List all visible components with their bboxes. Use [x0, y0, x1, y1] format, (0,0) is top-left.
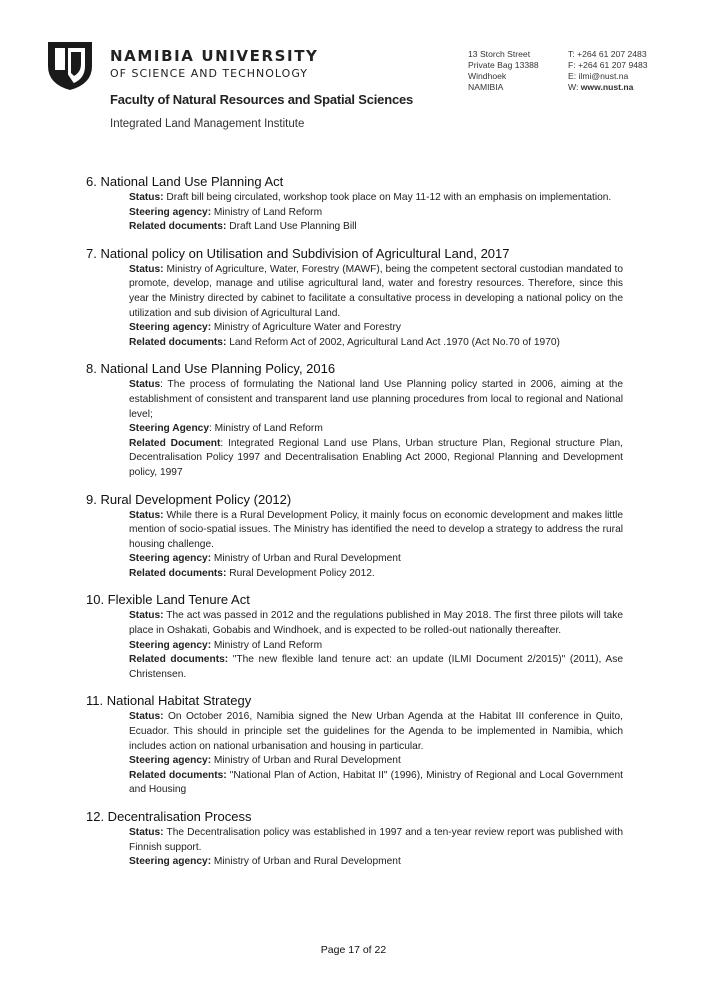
policy-section	[86, 173, 623, 235]
field-value: Ministry of Land Reform	[211, 206, 323, 218]
field-label: Steering agency:	[129, 856, 212, 868]
field-label: Steering agency:	[129, 553, 212, 565]
field-label: Related documents:	[129, 221, 227, 233]
field-label: Status:	[129, 610, 164, 622]
section-field	[129, 437, 623, 481]
postal-address	[468, 49, 539, 93]
field-value: : Ministry of Land Reform	[209, 423, 323, 435]
section-field	[129, 855, 623, 870]
fax-number: F: +264 61 207 9483	[568, 60, 648, 70]
field-value: Draft Land Use Planning Bill	[226, 221, 357, 233]
section-heading: 6. National Land Use Planning Act	[86, 174, 284, 189]
section-field	[129, 710, 623, 754]
field-value: : Integrated Regional Land use Plans, Urban structure Plan, Regional structure Plan, Decentralisation Policy 1997 and Decentralisation Enabling Act 2000, Regional Planning and Development policy, 1997	[129, 437, 623, 478]
university-subtitle: OF SCIENCE AND TECHNOLOGY	[110, 67, 309, 80]
website-link[interactable]: www.nust.na	[580, 82, 634, 92]
email-address: E: ilmi@nust.na	[568, 71, 629, 81]
section-field	[129, 552, 623, 567]
section-heading: 10. Flexible Land Tenure Act	[86, 592, 250, 608]
field-label: Steering agency:	[129, 639, 212, 651]
field-label: Status	[129, 379, 161, 391]
section-field	[129, 336, 623, 351]
faculty-name: Faculty of Natural Resources and Spatial Sciences	[110, 92, 414, 107]
address-line: NAMIBIA	[468, 82, 504, 92]
website-prefix: W:	[568, 82, 581, 92]
field-value: Ministry of Land Reform	[211, 639, 323, 651]
field-value: Ministry of Agriculture, Water, Forestry (MAWF), being the competent sectoral custodian mandated to promote, develop, manage and utilise agricultural land, water and forestry resources. Therefore, since this year the Ministry directed by cabinet to facilitate a consultative process in developing a national policy on the utilization and sub division of Agricultural Land.	[129, 263, 623, 319]
field-label: Related Document	[129, 437, 221, 449]
policy-section	[86, 245, 623, 351]
field-value: The act was passed in 2012 and the regulations published in May 2018. The first three pilots will take place in Oshakati, Gobabis and Windhoek, and is expected to be rolled-out nationally thereafter.	[129, 610, 623, 637]
field-label: Status:	[129, 192, 164, 203]
policy-section	[86, 692, 623, 798]
field-value: Ministry of Urban and Rural Development	[211, 856, 401, 868]
field-value: : The process of formulating the National land Use Planning policy started in 2006, aiming at the establishment of consistent and transparent land use planning procedures from local to regional and National level;	[129, 379, 623, 420]
address-line: Private Bag 13388	[468, 60, 539, 70]
field-value: Ministry of Urban and Rural Development	[211, 755, 401, 767]
field-value: While there is a Rural Development Policy, it mainly focus on economic development and makes little mention of socio-spatial issues. The Ministry has identified the need to develop a strategy to address the rural housing challenge.	[129, 509, 623, 550]
section-field	[129, 653, 623, 682]
policy-section	[86, 491, 623, 582]
section-heading: 11. National Habitat Strategy	[86, 693, 252, 709]
document-body	[86, 173, 623, 880]
field-label: Related documents:	[129, 567, 227, 579]
field-label: Steering agency:	[129, 755, 212, 767]
field-value: Rural Development Policy 2012.	[226, 567, 375, 579]
website-line	[568, 82, 648, 93]
field-label: Status:	[129, 827, 164, 838]
field-label: Steering agency:	[129, 206, 212, 218]
section-body	[129, 509, 623, 582]
section-body	[129, 378, 623, 480]
section-field	[129, 509, 623, 553]
contact-details	[568, 49, 648, 93]
address-line: Windhoek	[468, 71, 507, 81]
phone-number: T: +264 61 207 2483	[568, 49, 647, 59]
field-label: Status:	[129, 509, 164, 521]
section-body	[129, 710, 623, 798]
section-heading: 8. National Land Use Planning Policy, 2016	[86, 361, 336, 377]
field-label: Related documents:	[129, 769, 227, 781]
policy-section	[86, 808, 623, 870]
section-body	[129, 263, 623, 351]
page-number: Page 17 of 22	[320, 944, 387, 956]
section-field	[129, 263, 623, 321]
field-value: Land Reform Act of 2002, Agricultural Land Act .1970 (Act No.70 of 1970)	[226, 336, 560, 348]
field-label: Status:	[129, 263, 164, 275]
section-field	[129, 639, 623, 654]
field-label: Related documents:	[129, 336, 227, 348]
field-value: Draft bill being circulated, workshop took place on May 11-12 with an emphasis on implementation.	[163, 192, 612, 203]
field-value: "National Plan of Action, Habitat II" (1996), Ministry of Regional and Local Government and Housing	[129, 769, 623, 796]
section-body	[129, 609, 623, 682]
section-field	[129, 826, 623, 855]
field-label: Status:	[129, 711, 164, 723]
section-field	[129, 422, 623, 437]
field-value: On October 2016, Namibia signed the New Urban Agenda at the Habitat III conference in Quito, Ecuador. This should in principle set the guidelines for the Agenda to be implemented in Namibia, which includes action on national urbanisation and housing in particular.	[129, 711, 623, 752]
field-value: The Decentralisation policy was established in 1997 and a ten-year review report was published with Finnish support.	[129, 827, 623, 853]
field-value: "The new flexible land tenure act: an update (ILMI Document 2/2015)" (2011), Ase Christensen.	[129, 654, 623, 680]
section-body	[129, 826, 623, 870]
section-field	[129, 769, 623, 798]
field-label: Steering agency:	[129, 322, 212, 334]
section-field	[129, 220, 623, 235]
policy-section	[86, 360, 623, 480]
section-field	[129, 191, 623, 206]
section-heading: 7. National policy on Utilisation and Subdivision of Agricultural Land, 2017	[86, 245, 510, 261]
section-field	[129, 609, 623, 638]
university-logo-icon	[44, 40, 96, 92]
section-field	[129, 567, 623, 582]
field-value: Ministry of Urban and Rural Development	[211, 553, 401, 565]
university-name: NAMIBIA UNIVERSITY	[110, 47, 319, 65]
section-field	[129, 321, 623, 336]
section-heading: 12. Decentralisation Process	[86, 809, 252, 824]
field-label: Related documents:	[129, 654, 229, 666]
section-body	[129, 191, 623, 235]
field-label: Steering Agency	[129, 423, 210, 435]
section-field	[129, 754, 623, 769]
address-line: 13 Storch Street	[468, 49, 531, 59]
field-value: Ministry of Agriculture Water and Forestry	[211, 322, 401, 334]
policy-section	[86, 591, 623, 682]
section-field	[129, 206, 623, 221]
section-field	[129, 378, 623, 422]
section-heading: 9. Rural Development Policy (2012)	[86, 491, 292, 507]
institute-name: Integrated Land Management Institute	[110, 118, 305, 130]
